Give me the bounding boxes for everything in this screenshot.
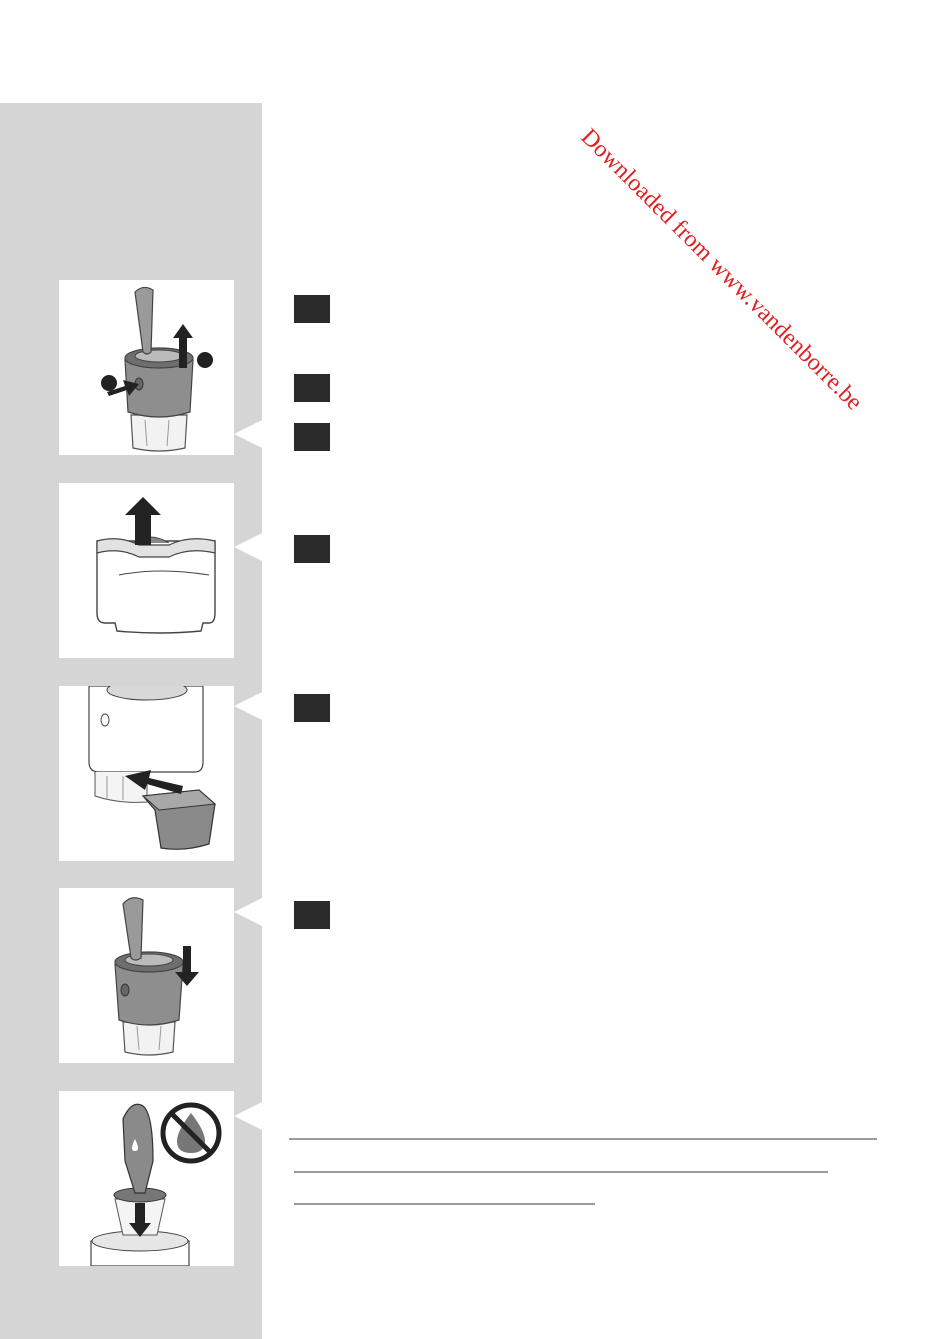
callout-dot-icon: [101, 375, 117, 391]
step-marker: [294, 423, 330, 451]
step-marker: [294, 694, 330, 722]
text-rule: [294, 1171, 828, 1173]
text-rule: [289, 1138, 877, 1140]
pointer-notch: [234, 533, 262, 561]
no-water-icon: [163, 1105, 219, 1161]
step-marker: [294, 295, 330, 323]
cartridge-press-illustration: [59, 888, 234, 1063]
step-marker: [294, 374, 330, 402]
step-marker: [294, 535, 330, 563]
pointer-notch: [234, 692, 262, 720]
no-water-illustration: [59, 1091, 234, 1266]
pointer-notch: [234, 898, 262, 926]
watermark-text: Downloaded from www.vandenborre.be: [575, 124, 868, 416]
callout-dot-icon: [197, 352, 213, 368]
cartridge-unlock-illustration: [59, 280, 234, 455]
step-marker: [294, 901, 330, 929]
filter-insert-illustration: [59, 686, 234, 861]
filter-lift-illustration: [59, 483, 234, 658]
text-rule: [294, 1203, 595, 1205]
pointer-notch: [234, 1102, 262, 1130]
pointer-notch: [234, 420, 262, 448]
